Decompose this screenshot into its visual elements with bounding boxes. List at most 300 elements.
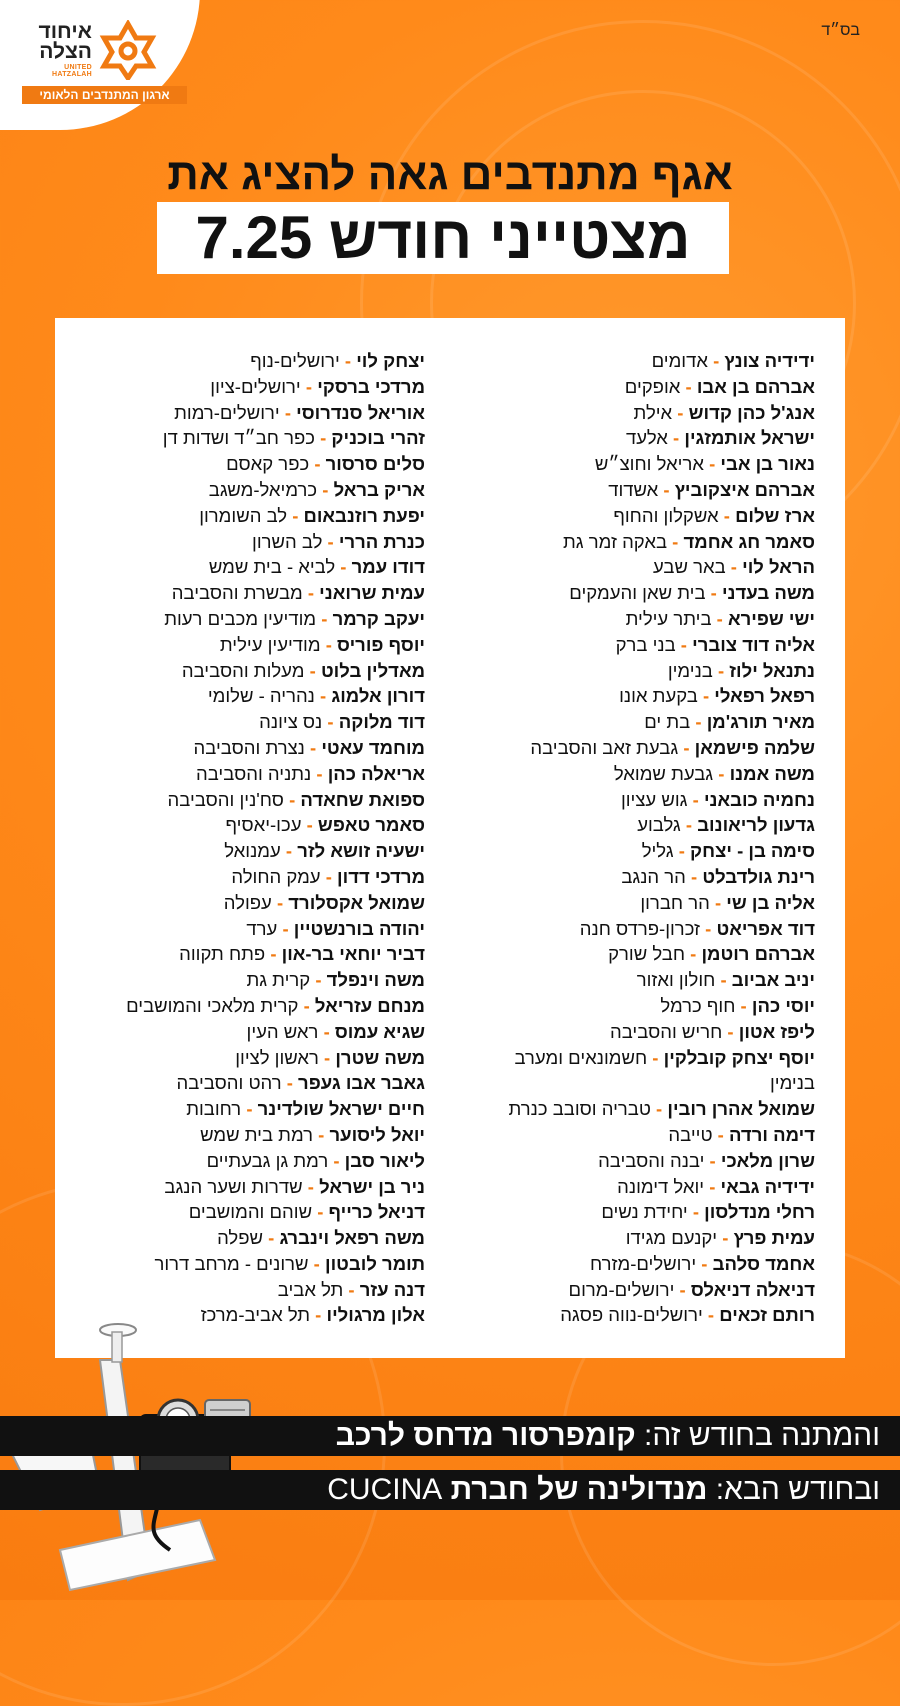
separator-dash: - xyxy=(712,659,730,681)
volunteer-entry xyxy=(70,967,425,993)
volunteer-location: אלעד xyxy=(626,427,668,449)
volunteer-location: ראשון לציון xyxy=(235,1046,319,1068)
separator-dash: - xyxy=(704,1149,721,1171)
volunteer-entry xyxy=(70,1070,425,1096)
volunteer-entry xyxy=(70,1174,425,1200)
volunteer-entry xyxy=(70,374,425,400)
volunteer-name: משה אמנו xyxy=(729,762,815,784)
volunteer-entry xyxy=(465,529,815,555)
volunteer-name: רותם זכאים xyxy=(719,1304,815,1326)
volunteer-location: טייבה xyxy=(668,1123,713,1145)
separator-dash: - xyxy=(722,1020,739,1042)
volunteer-name: אלון מרגוליו xyxy=(326,1304,425,1326)
volunteer-name: שמואל אקסלורד xyxy=(288,891,425,913)
volunteers-right-column xyxy=(465,348,815,1328)
volunteer-name: אברהם איצקוביץ xyxy=(674,478,815,500)
volunteer-entry xyxy=(70,1277,425,1303)
volunteer-entry xyxy=(465,1225,815,1251)
volunteers-panel xyxy=(55,318,845,1358)
volunteer-entry xyxy=(465,993,815,1019)
volunteer-name: יוסף יצחק קובלקין xyxy=(663,1046,815,1068)
volunteer-name: ידידיה צונץ xyxy=(724,350,815,371)
volunteer-location: נהריה - שלומי xyxy=(207,685,315,707)
volunteer-name: ליאור סבן xyxy=(344,1149,425,1171)
volunteer-name: זהרי בוכניק xyxy=(331,427,425,449)
volunteer-name: רחלי מנדלסון xyxy=(704,1201,815,1223)
separator-dash: - xyxy=(304,659,321,681)
volunteer-entry xyxy=(70,735,425,761)
star-of-life-icon xyxy=(98,20,158,80)
separator-dash: - xyxy=(312,1201,329,1223)
volunteer-entry xyxy=(465,1148,815,1174)
logo-english: UNITED HATZALAH xyxy=(52,64,92,78)
volunteer-entry xyxy=(70,1045,425,1071)
volunteer-entry xyxy=(465,1174,815,1200)
volunteer-name: מרדכי דדון xyxy=(337,865,425,887)
volunteer-name: סאמר חג אחמד xyxy=(683,530,815,552)
volunteer-name: ישי שפירא xyxy=(727,607,815,629)
volunteer-entry xyxy=(70,1096,425,1122)
volunteer-entry xyxy=(70,812,425,838)
volunteer-location: מבשרת והסביבה xyxy=(171,582,303,604)
volunteer-location: עפולה xyxy=(223,891,272,913)
volunteer-name: אברהם רוטמן xyxy=(701,943,815,965)
volunteer-entry xyxy=(465,941,815,967)
prize-this-month-prefix: והמתנה בחודש זה: xyxy=(644,1419,880,1452)
volunteer-entry xyxy=(70,890,425,916)
volunteer-name: ליפז אטון xyxy=(738,1020,815,1042)
separator-dash: - xyxy=(310,1304,327,1326)
volunteer-location: כפר קאסם xyxy=(226,453,310,475)
volunteer-name: רינת גולדבלט xyxy=(702,865,815,887)
volunteer-location: שוהם והמושבים xyxy=(188,1201,313,1223)
volunteer-entry xyxy=(70,632,425,658)
volunteer-location: בנימין xyxy=(667,659,713,681)
separator-dash: - xyxy=(317,478,334,500)
volunteer-location: כרמיאל-משגב xyxy=(208,478,318,500)
separator-dash: - xyxy=(300,375,318,397)
separator-dash: - xyxy=(310,969,327,991)
volunteer-location: מודיעין עילית xyxy=(219,633,321,655)
prize-next-month xyxy=(0,1470,900,1510)
volunteer-location: ירושלים-מרום xyxy=(568,1278,675,1300)
separator-dash: - xyxy=(271,891,289,913)
separator-dash: - xyxy=(667,427,685,449)
separator-dash: - xyxy=(647,1046,664,1068)
separator-dash: - xyxy=(685,943,702,965)
volunteer-name: דניאלה דניאלס xyxy=(690,1278,815,1300)
volunteer-entry xyxy=(465,632,815,658)
volunteer-name: יעקב קרמר xyxy=(332,607,425,629)
volunteer-name: גאבר אבו געפר xyxy=(298,1072,425,1094)
volunteer-location: נס ציונה xyxy=(259,711,323,733)
volunteer-name: שלמה פישמאן xyxy=(694,736,815,758)
volunteer-location: אופקים xyxy=(624,375,681,397)
volunteer-name: אריק בראל xyxy=(333,478,425,500)
volunteer-entry xyxy=(465,838,815,864)
volunteer-location: חבל שורק xyxy=(608,943,686,965)
volunteer-location: רהט והסביבה xyxy=(176,1072,282,1094)
volunteer-name: אליה בן שי xyxy=(726,891,815,913)
volunteer-location: גליל xyxy=(641,840,674,862)
separator-dash: - xyxy=(314,685,332,707)
separator-dash: - xyxy=(281,1072,299,1094)
volunteer-entry xyxy=(70,1122,425,1148)
volunteers-left-column xyxy=(70,348,425,1328)
separator-dash: - xyxy=(650,1098,668,1120)
separator-dash: - xyxy=(685,865,703,887)
prize-next-month-brand: CUCINA xyxy=(327,1473,443,1506)
volunteer-name: דורון אלמוג xyxy=(331,685,425,707)
separator-dash: - xyxy=(308,1252,325,1274)
volunteer-name: מאיר תורג'מן xyxy=(706,711,815,733)
prize-this-month xyxy=(0,1416,900,1456)
separator-dash: - xyxy=(313,1123,330,1145)
volunteer-entry xyxy=(465,812,815,838)
volunteer-entry xyxy=(465,425,815,451)
volunteer-location: גבעת שמואל xyxy=(613,762,714,784)
volunteer-entry xyxy=(465,916,815,942)
separator-dash: - xyxy=(667,530,684,552)
product-image xyxy=(0,1320,260,1600)
volunteer-location: נצרת והסביבה xyxy=(193,736,305,758)
volunteer-location: גלבוע xyxy=(637,814,681,836)
volunteer-name: ידידיה גבאי xyxy=(720,1175,815,1197)
headline: אגף מתנדבים גאה להציג את xyxy=(167,150,733,199)
volunteer-location: חריש והסביבה xyxy=(609,1020,723,1042)
volunteer-location: שפלה xyxy=(217,1227,264,1249)
logo-wordmark xyxy=(22,22,92,78)
volunteer-location: אשקלון והחוף xyxy=(613,504,719,526)
volunteer-name: אברהם בן אבו xyxy=(696,375,815,397)
volunteer-name: סאמר טאפש xyxy=(317,814,425,836)
volunteer-entry xyxy=(465,709,815,735)
volunteer-name: תומר לובטון xyxy=(325,1252,425,1274)
volunteer-name: יניב אביוב xyxy=(731,969,815,991)
volunteer-name: אליה דוד צוברי xyxy=(692,633,815,655)
volunteer-location: עמק החולה xyxy=(231,865,321,887)
volunteer-name: נאור בן אבי xyxy=(720,453,815,475)
separator-dash: - xyxy=(674,1278,691,1300)
volunteer-location: בית שאן והעמקים xyxy=(569,582,706,604)
separator-dash: - xyxy=(707,350,725,371)
volunteer-location: קרית גת xyxy=(246,969,311,991)
volunteer-entry xyxy=(70,425,425,451)
volunteer-location: מודיעין מכבים רעות xyxy=(164,607,317,629)
volunteer-location: ירושלים-מזרח xyxy=(590,1252,697,1274)
volunteer-location: קרית מלאכי והמושבים xyxy=(126,994,299,1016)
separator-dash: - xyxy=(718,504,736,526)
volunteer-location: בני ברק xyxy=(615,633,676,655)
volunteer-name: מוחמד עאטי xyxy=(321,736,425,758)
volunteer-location: לב השרון xyxy=(252,530,323,552)
volunteer-entry xyxy=(70,1019,425,1045)
volunteer-location: עכו-יאסיף xyxy=(225,814,302,836)
volunteer-location: גבעת זאב והסביבה xyxy=(530,736,679,758)
separator-dash: - xyxy=(678,736,695,758)
separator-dash: - xyxy=(672,401,689,423)
volunteer-location: אריאל וחוצ״ש xyxy=(594,453,704,475)
separator-dash: - xyxy=(318,1020,335,1042)
volunteer-name: נחמיה כובאני xyxy=(703,788,815,810)
separator-dash: - xyxy=(302,1175,320,1197)
volunteer-name: דוד אפריאט xyxy=(716,917,815,939)
volunteer-name: סימה בן - יצחק xyxy=(690,840,815,862)
volunteer-name: מנחם עזריאל xyxy=(314,994,425,1016)
volunteer-name: דניאל כרייף xyxy=(328,1201,425,1223)
volunteer-location: גוש עציון xyxy=(620,788,688,810)
separator-dash: - xyxy=(339,350,357,371)
volunteer-name: שגיא עמוס xyxy=(334,1020,425,1042)
volunteer-location: יואל דימונה xyxy=(617,1175,705,1197)
volunteer-location: ירושלים-נוף xyxy=(250,350,340,371)
volunteer-name: אוריאל סנדרוסי xyxy=(296,401,425,423)
volunteer-name: דביר יוחאי בר-און xyxy=(281,943,425,965)
volunteer-entry xyxy=(465,503,815,529)
volunteer-entry xyxy=(465,1019,815,1045)
separator-dash: - xyxy=(302,582,320,604)
volunteer-name: משה בעדני xyxy=(721,582,815,604)
volunteer-name: דימה ורדה xyxy=(728,1123,815,1145)
volunteer-location: אשדוד xyxy=(608,478,659,500)
separator-dash: - xyxy=(658,478,675,500)
volunteer-entry xyxy=(70,606,425,632)
separator-dash: - xyxy=(700,917,717,939)
volunteer-entry xyxy=(70,1148,425,1174)
separator-dash: - xyxy=(343,1278,360,1300)
volunteer-entry xyxy=(465,580,815,606)
volunteer-location: ערד xyxy=(246,917,278,939)
volunteer-name: מאדלין בלוט xyxy=(320,659,425,681)
volunteer-location: ירושלים-ציון xyxy=(210,375,301,397)
bsd-mark: בס״ד xyxy=(821,22,860,39)
volunteer-location: נתניה והסביבה xyxy=(196,762,312,784)
volunteer-entry xyxy=(465,1251,815,1277)
volunteer-name: חיים ישראל שולדינר xyxy=(257,1098,425,1120)
volunteer-location: תל אביב-מרכז xyxy=(200,1304,311,1326)
separator-dash: - xyxy=(265,943,282,965)
volunteer-entry xyxy=(465,683,815,709)
volunteer-entry xyxy=(70,709,425,735)
volunteer-location: פתח תקווה xyxy=(179,943,266,965)
volunteer-location: יקנעם מגידו xyxy=(625,1227,718,1249)
volunteer-location: עמנואל xyxy=(224,840,281,862)
separator-dash: - xyxy=(735,994,752,1016)
volunteer-location: טבריה וסובב כנרת xyxy=(508,1098,651,1120)
volunteer-location: ראש העין xyxy=(246,1020,319,1042)
volunteer-location: באקה זמר גת xyxy=(563,530,668,552)
volunteer-name: דודו עמר xyxy=(351,556,425,578)
separator-dash: - xyxy=(725,556,743,578)
separator-dash: - xyxy=(712,1123,729,1145)
volunteer-name: אנג'ל כהן קדוש xyxy=(688,401,815,423)
volunteer-entry xyxy=(70,400,425,426)
volunteer-location: ביתר עילית xyxy=(625,607,712,629)
volunteer-entry xyxy=(465,864,815,890)
separator-dash: - xyxy=(314,427,332,449)
separator-dash: - xyxy=(709,891,727,913)
separator-dash: - xyxy=(241,1098,258,1120)
separator-dash: - xyxy=(703,453,721,475)
volunteer-name: יואל ליסוער xyxy=(329,1123,425,1145)
volunteer-entry xyxy=(465,1096,815,1122)
volunteer-entry xyxy=(70,1225,425,1251)
volunteer-entry xyxy=(465,1199,815,1225)
volunteer-name: כנרת הררי xyxy=(338,530,425,552)
volunteer-name: מרדכי ברסקי xyxy=(317,375,425,397)
volunteer-entry xyxy=(465,1302,815,1328)
volunteer-name: שמואל אהרן רובין xyxy=(667,1098,815,1120)
volunteer-entry xyxy=(465,400,815,426)
volunteer-location: סח'נין והסביבה xyxy=(167,788,284,810)
separator-dash: - xyxy=(673,840,691,862)
separator-dash: - xyxy=(279,401,297,423)
volunteer-location: תל אביב xyxy=(277,1278,344,1300)
volunteer-entry xyxy=(70,916,425,942)
separator-dash: - xyxy=(287,504,304,526)
volunteer-entry xyxy=(70,477,425,503)
volunteer-location: בקעת אונו xyxy=(619,685,698,707)
volunteer-location: יבנה והסביבה xyxy=(598,1149,705,1171)
page-title: מצטייני חודש 7.25 xyxy=(157,202,729,274)
volunteer-entry xyxy=(465,348,815,374)
separator-dash: - xyxy=(280,840,298,862)
volunteer-location: הר הנגב xyxy=(621,865,686,887)
volunteer-location: לביא - בית שמש xyxy=(208,556,336,578)
volunteer-entry xyxy=(70,993,425,1019)
volunteer-entry xyxy=(70,658,425,684)
volunteer-entry xyxy=(70,941,425,967)
volunteer-name: משה וינפלד xyxy=(326,969,425,991)
volunteer-location: בת ים xyxy=(644,711,691,733)
volunteer-entry xyxy=(70,683,425,709)
separator-dash: - xyxy=(717,1227,734,1249)
volunteer-name: עמית פרץ xyxy=(733,1227,815,1249)
separator-dash: - xyxy=(690,711,707,733)
volunteer-name: סלים סרסור xyxy=(325,453,425,475)
volunteer-entry xyxy=(465,761,815,787)
volunteer-location: מעלות והסביבה xyxy=(181,659,305,681)
volunteer-entry xyxy=(465,890,815,916)
separator-dash: - xyxy=(697,685,715,707)
volunteer-location: חולון ואזור xyxy=(636,969,716,991)
volunteer-entry xyxy=(465,1122,815,1148)
volunteer-location: חשמונאים ומערב בנימין xyxy=(514,1046,815,1094)
volunteer-name: שרון מלאכי xyxy=(720,1149,815,1171)
separator-dash: - xyxy=(322,711,339,733)
volunteer-entry xyxy=(70,580,425,606)
volunteer-entry xyxy=(70,1251,425,1277)
volunteer-name: נתנאל ילוז xyxy=(729,659,815,681)
prize-next-month-name: מנדולינה של חברת xyxy=(450,1473,708,1506)
volunteer-entry xyxy=(70,529,425,555)
volunteer-name: ישראל אותמזגין xyxy=(684,427,815,449)
volunteer-location: ירושלים-רמות xyxy=(174,401,280,423)
volunteer-location: שדרות ושער הנגב xyxy=(164,1175,303,1197)
separator-dash: - xyxy=(309,453,326,475)
volunteer-location: לב השומרון xyxy=(199,504,288,526)
separator-dash: - xyxy=(316,607,333,629)
volunteer-entry xyxy=(465,451,815,477)
volunteer-name: אחמד סלהב xyxy=(712,1252,815,1274)
volunteer-location: יחידת נשים xyxy=(601,1201,688,1223)
volunteer-entry xyxy=(465,735,815,761)
volunteer-location: ירושלים-נווה פסגה xyxy=(560,1304,703,1326)
volunteer-location: רמת בית שמש xyxy=(200,1123,314,1145)
volunteer-entry xyxy=(70,838,425,864)
separator-dash: - xyxy=(311,762,328,784)
separator-dash: - xyxy=(298,994,315,1016)
volunteer-name: ספואת שחאדה xyxy=(300,788,425,810)
volunteer-entry xyxy=(70,1199,425,1225)
separator-dash: - xyxy=(263,1227,280,1249)
volunteer-name: יפעת רוזנבאום xyxy=(303,504,425,526)
separator-dash: - xyxy=(680,814,698,836)
volunteer-location: חוף כרמל xyxy=(660,994,736,1016)
separator-dash: - xyxy=(711,607,728,629)
separator-dash: - xyxy=(320,865,338,887)
volunteer-entry xyxy=(465,787,815,813)
volunteer-name: משה שטרן xyxy=(335,1046,425,1068)
separator-dash: - xyxy=(304,736,322,758)
separator-dash: - xyxy=(322,530,339,552)
volunteer-entry xyxy=(70,451,425,477)
separator-dash: - xyxy=(301,814,318,836)
volunteer-name: רפאל רפאלי xyxy=(714,685,815,707)
volunteer-entry xyxy=(70,787,425,813)
separator-dash: - xyxy=(715,969,732,991)
logo-tagline: ארגון המתנדבים הלאומי xyxy=(22,86,187,104)
volunteer-name: דוד מלוקה xyxy=(338,711,425,733)
separator-dash: - xyxy=(680,375,697,397)
volunteer-location: באר שבע xyxy=(652,556,726,578)
volunteer-location: זכרון-פרדס חנה xyxy=(579,917,701,939)
volunteer-entry xyxy=(465,374,815,400)
separator-dash: - xyxy=(704,1175,721,1197)
separator-dash: - xyxy=(696,1252,713,1274)
separator-dash: - xyxy=(277,917,294,939)
volunteer-entry xyxy=(465,1045,815,1097)
volunteer-location: שרונים - מרחב דרור xyxy=(154,1252,309,1274)
volunteer-name: משה רפאל וינברג xyxy=(279,1227,425,1249)
volunteer-entry xyxy=(465,967,815,993)
volunteer-entry xyxy=(70,348,425,374)
volunteer-entry xyxy=(465,1277,815,1303)
volunteer-location: אדומים xyxy=(651,350,708,371)
separator-dash: - xyxy=(335,556,352,578)
volunteer-name: ישעיה זושא לזר xyxy=(297,840,425,862)
prize-this-month-name: קומפרסור מדחס לרכב xyxy=(335,1419,636,1452)
volunteer-entry xyxy=(70,864,425,890)
logo-name: איחוד הצלה xyxy=(38,20,92,63)
volunteer-location: רחובות xyxy=(186,1098,242,1120)
separator-dash: - xyxy=(675,633,693,655)
volunteer-name: יצחק לוי xyxy=(356,350,425,371)
volunteer-name: יהודה בורנשטיין xyxy=(293,917,425,939)
separator-dash: - xyxy=(328,1149,345,1171)
separator-dash: - xyxy=(320,633,338,655)
separator-dash: - xyxy=(318,1046,336,1068)
volunteer-entry xyxy=(465,606,815,632)
prize-next-month-prefix: ובחודש הבא: xyxy=(715,1473,880,1506)
volunteer-name: ניר בן ישראל xyxy=(319,1175,425,1197)
volunteer-name: דנה עזר xyxy=(359,1278,425,1300)
volunteer-name: גדעון לריאונוב xyxy=(697,814,815,836)
volunteer-name: אריאלה כהן xyxy=(327,762,425,784)
separator-dash: - xyxy=(687,788,704,810)
volunteer-entry xyxy=(465,554,815,580)
volunteer-entry xyxy=(465,477,815,503)
